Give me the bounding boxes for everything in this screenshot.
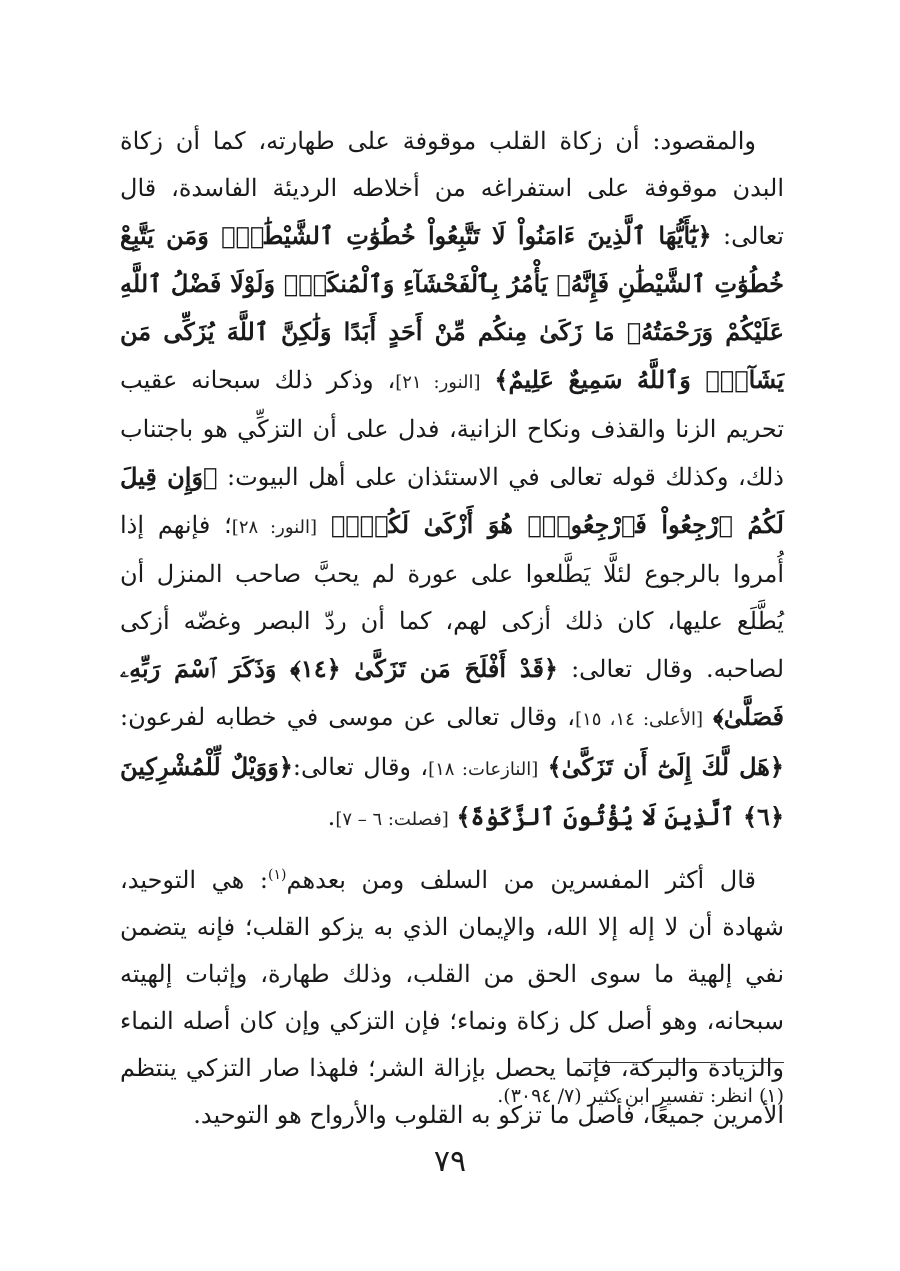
body-text-5: ، وقال تعالى: [292,753,429,781]
paragraph-1 [120,118,784,843]
paragraph-end: . [327,803,336,831]
verse-reference-5: [فصلت: ٦ – ٧] [335,809,449,830]
body-text-4: ، وقال تعالى عن موسى في خطابه لفرعون: [120,703,576,731]
page-body [120,118,784,1139]
body-text-6: قال أكثر المفسرين من السلف ومن بعدهم [286,866,756,894]
intro-text: والمقصود: أن زكاة القلب موقوفة على طهارته، كما أن زكاة البدن موقوفة على استفراغه من أخلاطه الرديئة الفاسدة، قال تعالى: [120,127,784,250]
body-text-2: ، وذكر ذلك سبحانه عقيب تحريم الزنا والقذف ونكاح الزانية، فدل على أن التزكِّي هو باجتناب ذلك، وكذلك قوله تعالى في الاستئذان على أهل البيوت: [120,366,785,491]
verse-reference-3: [الأعلى: ١٤، ١٥] [575,709,704,730]
quran-verse-4: ﴿هَل لَّكَ إِلَىٰٓ أَن تَزَكَّىٰ﴾ [547,752,784,781]
quran-verse-2: ﴿وَإِن قِيلَ لَكُمُ ٱرْجِعُواْ فَٱرْجِعُواْۖ هُوَ أَزْكَىٰ لَكُمْۚ﴾ [120,462,784,539]
quran-verse-5: ﴿وَوَيْلٌ لِّلْمُشْرِكِينَ ﴿٦﴾ ٱلَّذِينَ لَا يُؤْتُونَ ٱلزَّكَوٰةَ﴾ [120,752,784,831]
body-text-3: ؛ فإنهم إذا أُمروا بالرجوع لئلَّا يَطَّلعوا على عورة لم يحبَّ صاحب المنزل أن يُطَّلَع عليها، كان ذلك أزكى لهم، كما أن ردّ البصر وغضّه أزكى لصاحبه. وقال تعالى: [120,511,785,683]
verse-reference-4: [النازعات: ١٨] [428,759,539,780]
footnote-divider [583,1062,784,1063]
verse-reference-1: [النور: ٢١] [395,372,481,393]
footnote-marker[interactable]: (١) [268,867,287,883]
verse-reference-2: [النور: ٢٨] [231,517,318,538]
quran-verse-3: ﴿قَدْ أَفْلَحَ مَن تَزَكَّىٰ ﴿١٤﴾ وَذَكَرَ ٱسْمَ رَبِّهِۦ فَصَلَّىٰ﴾ [120,654,785,731]
page-number: ٧٩ [433,1144,467,1179]
footnote: (١) انظر: تفسير ابن كثير (٧/ ٣٠٩٤). [497,1085,784,1107]
quran-verse-1: ﴿يَٰٓأَيُّهَا ٱلَّذِينَ ءَامَنُواْ لَا تَتَّبِعُواْ خُطُوَٰتِ ٱلشَّيْطَٰنِۚ وَمَن يَتَّبِعْ خُطُوَٰتِ ٱلشَّيْطَٰنِ فَإِنَّهُۥ يَأْمُرُ بِٱلْفَحْشَآءِ وَٱلْمُنكَرِۚ وَلَوْلَا فَضْلُ ٱللَّهِ عَلَيْكُمْ وَرَحْمَتُهُۥ مَا زَكَىٰ مِنكُم مِّنْ أَحَدٍ أَبَدًا وَلَٰكِنَّ ٱللَّهَ يُزَكِّى مَن يَشَآءُۗ وَٱللَّهُ سَمِيعٌ عَلِيمٌ﴾ [120,221,785,394]
body-text-7: : هي التوحيد، شهادة أن لا إله إلا الله، والإيمان الذي به يزكو القلب؛ فإنه يتضمن نفي إلهية ما سوى الحق من القلب، وذلك طهارة، وإثبات إلهيته سبحانه، وهو أصل كل زكاة ونماء؛ فإن التزكي وإن كان أصله النماء والزيادة والبركة، فإنما يحصل بإزالة الشر؛ فلهذا صار التزكي ينتظم الأمرين جميعًا، فأصل ما تزكو به القلوب والأرواح هو التوحيد. [120,866,784,1129]
